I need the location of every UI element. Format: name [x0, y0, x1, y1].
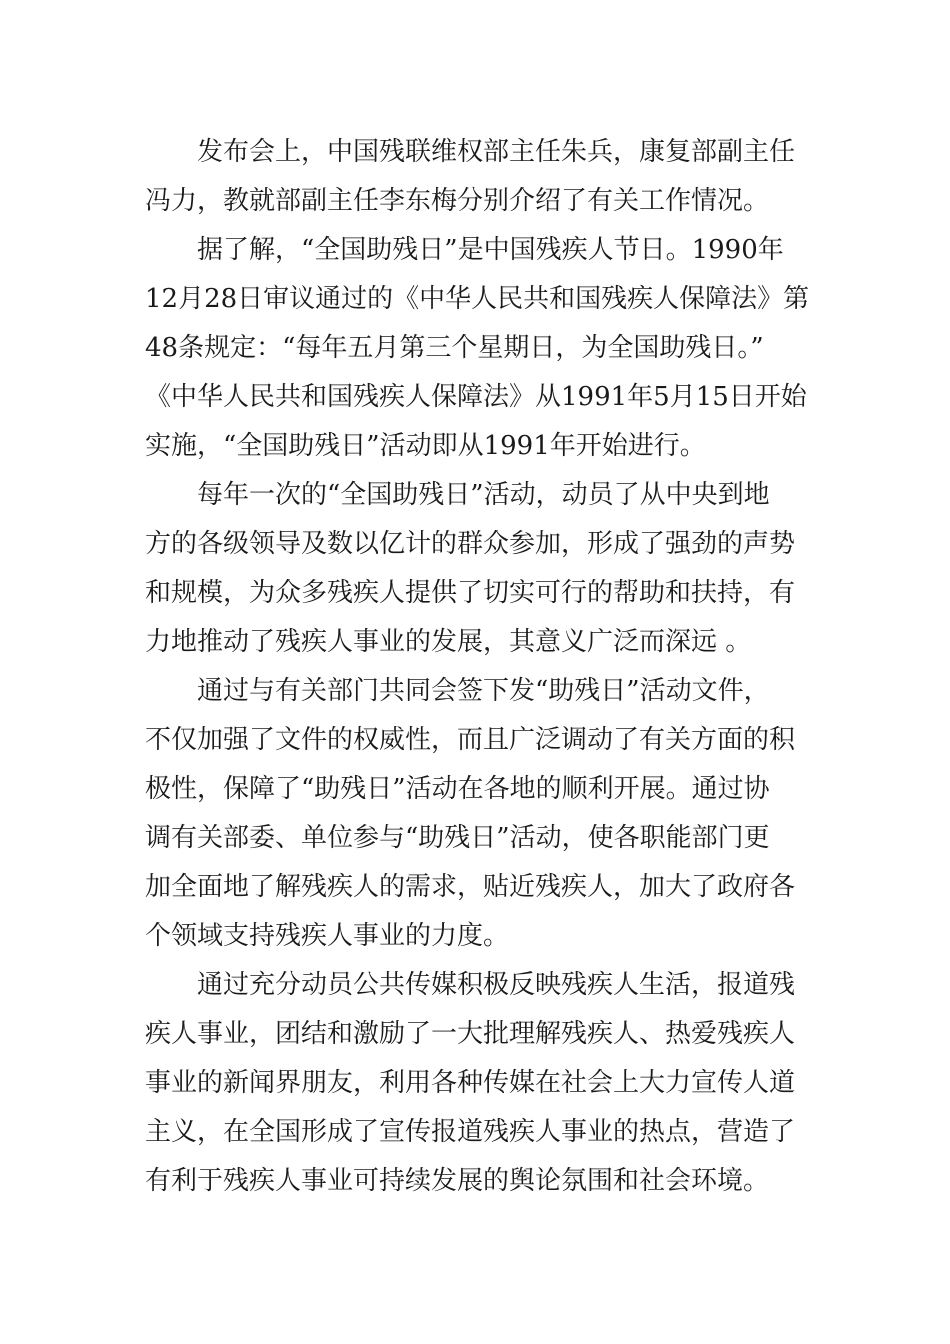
text-line: 力地推动了残疾人事业的发展，其意义广泛而深远 。 — [145, 627, 752, 657]
paragraph-1 — [145, 128, 805, 226]
text-line: 和规模，为众多残疾人提供了切实可行的帮助和扶持，有 — [145, 578, 796, 608]
text-line: 不仅加强了文件的权威性，而且广泛调动了有关方面的积 — [145, 725, 796, 755]
text-line: 据了解，“全国助残日”是中国残疾人节日。1990年 — [197, 235, 784, 265]
text-line: 疾人事业，团结和激励了一大批理解残疾人、热爱残疾人 — [145, 1019, 796, 1049]
text-line: 极性，保障了“助残日”活动在各地的顺利开展。通过协 — [145, 774, 770, 804]
text-line: 通过与有关部门共同会签下发“助残日”活动文件， — [197, 676, 770, 706]
paragraph-3 — [145, 471, 805, 667]
text-line: 《中华人民共和国残疾人保障法》从1991年5月15日开始 — [145, 382, 807, 412]
text-line: 加全面地了解残疾人的需求，贴近残疾人，加大了政府各 — [145, 872, 796, 902]
text-line: 实施，“全国助残日”活动即从1991年开始进行。 — [145, 431, 706, 461]
document-body — [145, 128, 810, 1206]
text-line: 48条规定：“每年五月第三个星期日，为全国助残日。” — [145, 333, 764, 363]
paragraph-5 — [145, 961, 805, 1206]
text-line: 个领域支持残疾人事业的力度。 — [145, 921, 510, 951]
text-line: 调有关部委、单位参与“助残日”活动，使各职能部门更 — [145, 823, 770, 853]
text-line: 冯力，教就部副主任李东梅分别介绍了有关工作情况。 — [145, 186, 770, 216]
text-line: 12月28日审议通过的《中华人民共和国残疾人保障法》第 — [145, 284, 810, 314]
paragraph-4 — [145, 667, 805, 961]
text-line: 主义，在全国形成了宣传报道残疾人事业的热点，营造了 — [145, 1117, 796, 1147]
text-line: 通过充分动员公共传媒积极反映残疾人生活，报道残 — [197, 970, 796, 1000]
text-line: 事业的新闻界朋友，利用各种传媒在社会上大力宣传人道 — [145, 1068, 796, 1098]
paragraph-2 — [145, 226, 810, 471]
text-line: 有利于残疾人事业可持续发展的舆论氛围和社会环境。 — [145, 1166, 770, 1196]
text-line: 发布会上，中国残联维权部主任朱兵，康复部副主任 — [197, 137, 796, 167]
text-line: 每年一次的“全国助残日”活动，动员了从中央到地 — [197, 480, 770, 510]
text-line: 方的各级领导及数以亿计的群众参加，形成了强劲的声势 — [145, 529, 796, 559]
